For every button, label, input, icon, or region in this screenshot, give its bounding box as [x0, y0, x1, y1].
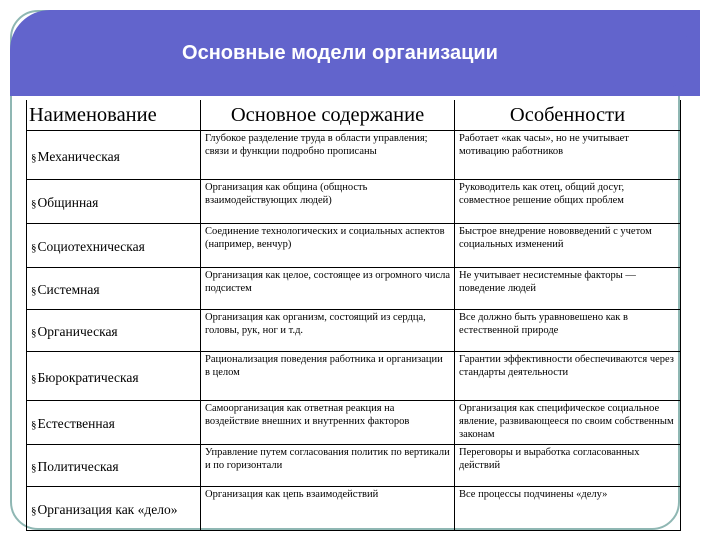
row-features: Все должно быть уравновешено как в естественной природе — [455, 310, 681, 352]
row-name-cell — [27, 180, 201, 224]
bullet-icon: § — [31, 372, 37, 385]
table-row — [27, 352, 681, 401]
row-content: Организация как цепь взаимодействий — [201, 487, 455, 531]
bullet-icon: § — [31, 419, 37, 431]
bullet-icon: § — [31, 151, 37, 164]
table-row — [27, 268, 681, 310]
row-features: Руководитель как отец, общий досуг, совместное решение общих проблем — [455, 180, 681, 224]
row-name: Социотехническая — [37, 239, 145, 254]
row-name: Организация как «дело» — [37, 502, 178, 517]
row-features: Не учитывает несистемные факторы — поведение людей — [455, 268, 681, 310]
table-row — [27, 131, 681, 180]
models-table — [26, 100, 681, 531]
table-row — [27, 224, 681, 268]
row-features: Все процессы подчинены «делу» — [455, 487, 681, 531]
row-content: Соединение технологических и социальных аспектов (например, венчур) — [201, 224, 455, 268]
row-content: Управление путем согласования политик по вертикали и по горизонтали — [201, 445, 455, 487]
row-name: Общинная — [37, 195, 99, 210]
row-content: Самоорганизация как ответная реакция на воздействие внешних и внутренних факторов — [201, 401, 455, 445]
row-name: Бюрократическая — [37, 369, 139, 385]
row-name-cell — [27, 487, 201, 531]
table-row — [27, 180, 681, 224]
row-name-cell — [27, 131, 201, 180]
header-name: Наименование — [27, 100, 201, 131]
row-name: Механическая — [37, 148, 120, 164]
row-features: Быстрое внедрение нововведений с учетом социальных изменений — [455, 224, 681, 268]
row-content: Организация как целое, состоящее из огромного числа подсистем — [201, 268, 455, 310]
row-name-cell — [27, 352, 201, 401]
bullet-icon: § — [31, 327, 37, 339]
table-row — [27, 310, 681, 352]
row-name-cell — [27, 224, 201, 268]
header-features: Особенности — [455, 100, 681, 131]
slide-title: Основные модели организации — [182, 41, 498, 64]
row-features: Работает «как часы», но не учитывает мотивацию работников — [455, 131, 681, 180]
row-name: Органическая — [37, 324, 118, 339]
header-content: Основное содержание — [201, 100, 455, 131]
bullet-icon: § — [31, 505, 37, 517]
row-content: Организация как организм, состоящий из сердца, головы, рук, ног и т.д. — [201, 310, 455, 352]
bullet-icon: § — [31, 198, 37, 210]
bullet-icon: § — [31, 462, 37, 474]
row-features: Организация как специфическое социальное явление, развивающееся по своим собственным законам — [455, 401, 681, 445]
row-name-cell — [27, 401, 201, 445]
bullet-icon: § — [31, 242, 37, 254]
row-name: Естественная — [37, 416, 115, 431]
table-row — [27, 445, 681, 487]
row-features: Гарантии эффективности обеспечиваются через стандарты деятельности — [455, 352, 681, 401]
bullet-icon: § — [31, 285, 37, 297]
row-content: Организация как община (общность взаимодействующих людей) — [201, 180, 455, 224]
row-name: Политическая — [37, 459, 119, 474]
table-header-row — [27, 100, 681, 131]
row-features: Переговоры и выработка согласованных действий — [455, 445, 681, 487]
row-content: Рационализация поведения работника и организации в целом — [201, 352, 455, 401]
table-row — [27, 401, 681, 445]
row-name: Системная — [37, 282, 100, 297]
table-row — [27, 487, 681, 531]
row-content: Глубокое разделение труда в области управления; связи и функции подробно прописаны — [201, 131, 455, 180]
row-name-cell — [27, 310, 201, 352]
row-name-cell — [27, 268, 201, 310]
row-name-cell — [27, 445, 201, 487]
